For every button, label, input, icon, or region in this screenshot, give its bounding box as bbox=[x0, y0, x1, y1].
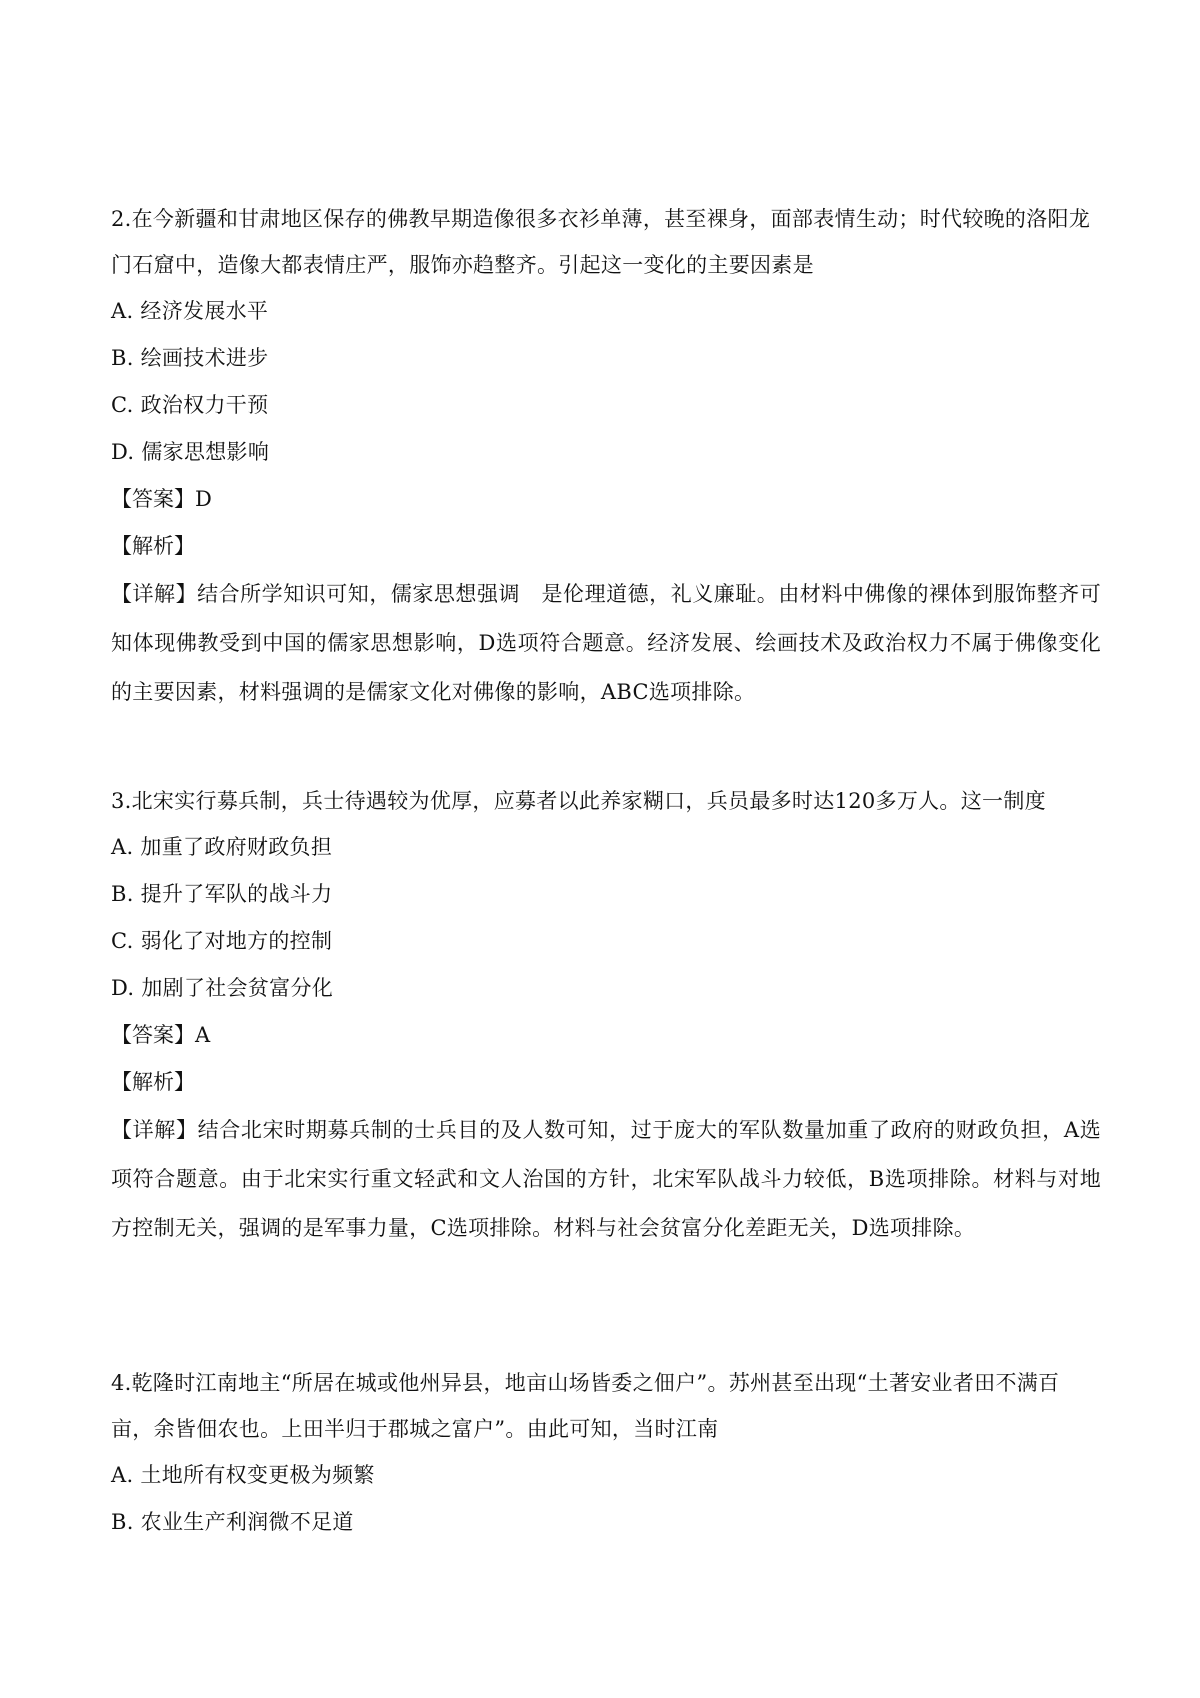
question-4 bbox=[111, 1360, 1101, 1546]
option-a: A. 加重了政府财政负担 bbox=[111, 835, 333, 859]
answer-line: 【答案】A bbox=[111, 1023, 211, 1047]
option-b: B. 农业生产利润微不足道 bbox=[111, 1510, 354, 1534]
option-d: D. 儒家思想影响 bbox=[111, 440, 270, 464]
option-a: A. 土地所有权变更极为频繁 bbox=[111, 1463, 375, 1487]
question-stem: 4.乾隆时江南地主“所居在城或他州异县，地亩山场皆委之佃户”。苏州甚至出现“土著安业者田不满百亩，余皆佃农也。上田半归于郡城之富户”。由此可知，当时江南 bbox=[111, 1371, 1060, 1441]
option-c: C. 政治权力干预 bbox=[111, 393, 269, 417]
option-a: A. 经济发展水平 bbox=[111, 299, 269, 323]
detail-explanation: 【详解】结合北宋时期募兵制的士兵目的及人数可知，过于庞大的军队数量加重了政府的财政负担，A选项符合题意。由于北宋实行重文轻武和文人治国的方针，北宋军队战斗力较低，B选项排除。材料与对地方控制无关，强调的是军事力量，C选项排除。材料与社会贫富分化差距无关，D选项排除。 bbox=[111, 1118, 1101, 1240]
analysis-heading: 【解析】 bbox=[111, 1070, 195, 1094]
answer-line: 【答案】D bbox=[111, 487, 212, 511]
option-c: C. 弱化了对地方的控制 bbox=[111, 929, 333, 953]
question-stem: 2.在今新疆和甘肃地区保存的佛教早期造像很多衣衫单薄，甚至裸身，面部表情生动；时代较晚的洛阳龙门石窟中，造像大都表情庄严，服饰亦趋整齐。引起这一变化的主要因素是 bbox=[111, 207, 1091, 277]
analysis-heading: 【解析】 bbox=[111, 534, 195, 558]
question-stem: 3.北宋实行募兵制，兵士待遇较为优厚，应募者以此养家糊口，兵员最多时达120多万人。这一制度 bbox=[111, 789, 1046, 813]
option-b: B. 绘画技术进步 bbox=[111, 346, 269, 370]
detail-explanation: 【详解】结合所学知识可知，儒家思想强调 是伦理道德，礼义廉耻。由材料中佛像的裸体到服饰整齐可知体现佛教受到中国的儒家思想影响，D选项符合题意。经济发展、绘画技术及政治权力不属于佛像变化的主要因素，材料强调的是儒家文化对佛像的影响，ABC选项排除。 bbox=[111, 582, 1101, 704]
option-d: D. 加剧了社会贫富分化 bbox=[111, 976, 334, 1000]
question-3 bbox=[111, 778, 1101, 1253]
question-2 bbox=[111, 196, 1101, 717]
option-b: B. 提升了军队的战斗力 bbox=[111, 882, 333, 906]
